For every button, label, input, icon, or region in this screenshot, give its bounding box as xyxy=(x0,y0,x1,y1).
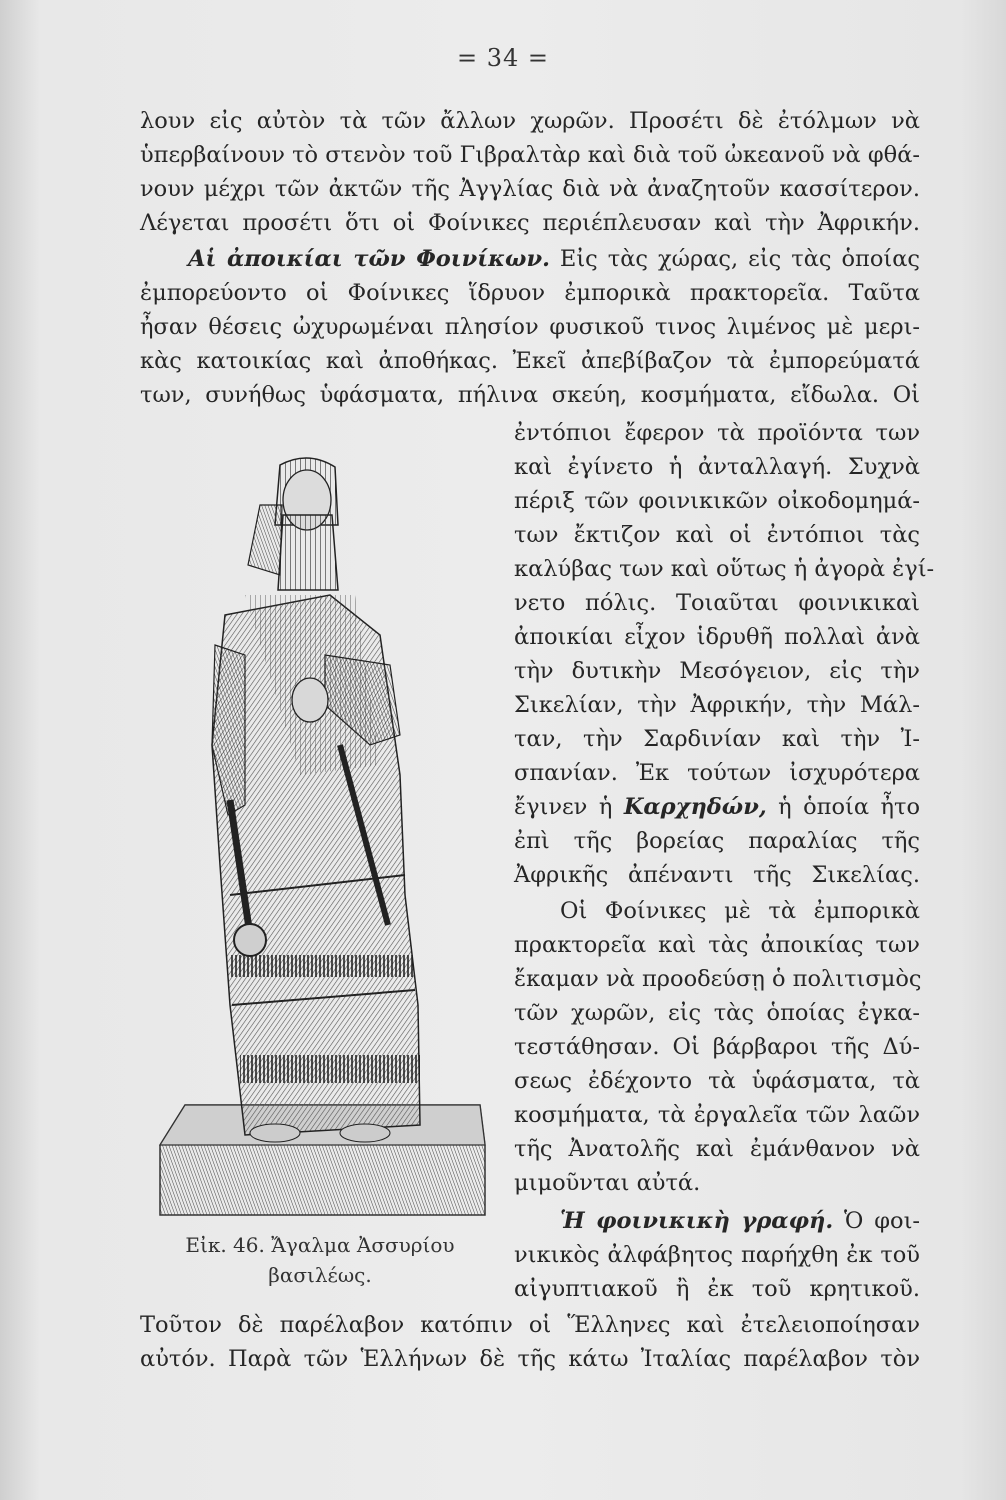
text-line: σπανίαν. Ἐκ τούτων ἰσχυρότερα xyxy=(514,760,920,786)
text-fragment: Ὁ φοι- xyxy=(844,1208,920,1234)
text-line: ταν, τὴν Σαρδινίαν καὶ τὴν Ἰ- xyxy=(514,726,920,752)
statue-illustration xyxy=(150,445,490,1220)
statue-engraving xyxy=(150,445,490,1220)
text-line: ἐντόπιοι ἔφερον τὰ προϊόντα των xyxy=(514,420,920,446)
section-heading-writing: Ἡ φοινικικὴ γραφή. xyxy=(560,1208,834,1234)
text-line-carthage xyxy=(514,792,920,822)
text-line: των, συνήθως ὑφάσματα, πήλινα σκεύη, κοσμήματα, εἴδωλα. Οἱ xyxy=(140,382,920,408)
text-fragment: ἡ ὁποία ἦτο xyxy=(778,794,920,820)
text-line: κοσμήματα, τὰ ἐργαλεῖα τῶν λαῶν xyxy=(514,1102,920,1128)
text-line: τεστάθησαν. Οἱ βάρβαροι τῆς Δύ- xyxy=(514,1034,920,1060)
text-line: Σικελίαν, τὴν Ἀφρικήν, τὴν Μάλ- xyxy=(514,692,920,718)
text-line: των ἔκτιζον καὶ οἱ ἐντόπιοι τὰς xyxy=(514,522,920,548)
text-line: ὑπερβαίνουν τὸ στενὸν τοῦ Γιβραλτὰρ καὶ διὰ τοῦ ὠκεανοῦ νὰ φθά- xyxy=(140,142,920,168)
figure-caption xyxy=(150,1230,490,1290)
section-heading-line xyxy=(560,1206,920,1236)
text-line: Τοῦτον δὲ παρέλαβον κατόπιν οἱ Ἕλληνες καὶ ἐτελειοποίησαν xyxy=(140,1312,920,1338)
text-line: ἔκαμαν νὰ προοδεύσῃ ὁ πολιτισμὸς xyxy=(514,966,922,992)
section-heading-line xyxy=(188,244,920,274)
text-line: ἐμπορεύοντο οἱ Φοίνικες ἵδρυον ἐμπορικὰ πρακτορεῖα. Ταῦτα xyxy=(140,280,920,306)
page-number: = 34 = xyxy=(456,44,549,72)
text-line: αὐτόν. Παρὰ τῶν Ἑλλήνων δὲ τῆς κάτω Ἰταλίας παρέλαβον τὸν xyxy=(140,1346,920,1372)
text-line: πρακτορεῖα καὶ τὰς ἀποικίας των xyxy=(514,932,920,958)
text-line: Λέγεται προσέτι ὅτι οἱ Φοίνικες περιέπλευσαν καὶ τὴν Ἀφρικήν. xyxy=(140,210,920,236)
text-line: νουν μέχρι τῶν ἀκτῶν τῆς Ἀγγλίας διὰ νὰ ἀναζητοῦν κασσίτερον. xyxy=(140,176,920,202)
section-heading-colonies: Αἱ ἀποικίαι τῶν Φοινίκων. xyxy=(188,246,550,272)
text-line: κὰς κατοικίας καὶ ἀποθήκας. Ἐκεῖ ἀπεβίβαζον τὰ ἐμπορεύματά xyxy=(140,348,920,374)
text-fragment: ἔγινεν ἡ xyxy=(514,794,613,820)
caption-line: βασιλέως. xyxy=(268,1263,372,1287)
text-fragment: Εἰς τὰς χώρας, εἰς τὰς ὁποίας xyxy=(559,246,920,272)
carthage-term: Καρχηδών, xyxy=(623,794,767,820)
text-line: τῶν χωρῶν, εἰς τὰς ὁποίας ἐγκα- xyxy=(514,1000,920,1026)
text-line: Ἀφρικῆς ἀπέναντι τῆς Σικελίας. xyxy=(514,862,920,888)
text-line: ἦσαν θέσεις ὠχυρωμέναι πλησίον φυσικοῦ τινος λιμένος μὲ μερι- xyxy=(140,314,920,340)
text-line: τὴν δυτικὴν Μεσόγειον, εἰς τὴν xyxy=(514,658,920,684)
text-line: λουν εἰς αὐτὸν τὰ τῶν ἄλλων χωρῶν. Προσέτι δὲ ἐτόλμων νὰ xyxy=(140,108,920,134)
text-line: σεως ἐδέχοντο τὰ ὑφάσματα, τὰ xyxy=(514,1068,920,1094)
text-line: καὶ ἐγίνετο ἡ ἀνταλλαγή. Συχνὰ xyxy=(514,454,920,480)
text-line: καλύβας των καὶ οὕτως ἡ ἀγορὰ ἐγί- xyxy=(514,556,935,582)
text-line: ἀποικίαι εἶχον ἱδρυθῆ πολλαὶ ἀνὰ xyxy=(514,624,920,650)
text-line: Οἱ Φοίνικες μὲ τὰ ἐμπορικὰ xyxy=(560,898,920,924)
text-line: πέριξ τῶν φοινικικῶν οἰκοδομημά- xyxy=(514,488,920,514)
text-line: τῆς Ἀνατολῆς καὶ ἐμάνθανον νὰ xyxy=(514,1136,920,1162)
text-line: αἰγυπτιακοῦ ἢ ἐκ τοῦ κρητικοῦ. xyxy=(514,1276,920,1302)
text-line: μιμοῦνται αὐτά. xyxy=(514,1170,701,1196)
caption-line: Εἰκ. 46. Ἄγαλμα Ἀσσυρίου xyxy=(185,1233,455,1257)
text-line: ἐπὶ τῆς βορείας παραλίας τῆς xyxy=(514,828,920,854)
text-line: νικικὸς ἀλφάβητος παρήχθη ἐκ τοῦ xyxy=(514,1242,920,1268)
text-line: νετο πόλις. Τοιαῦται φοινικικαὶ xyxy=(514,590,920,616)
